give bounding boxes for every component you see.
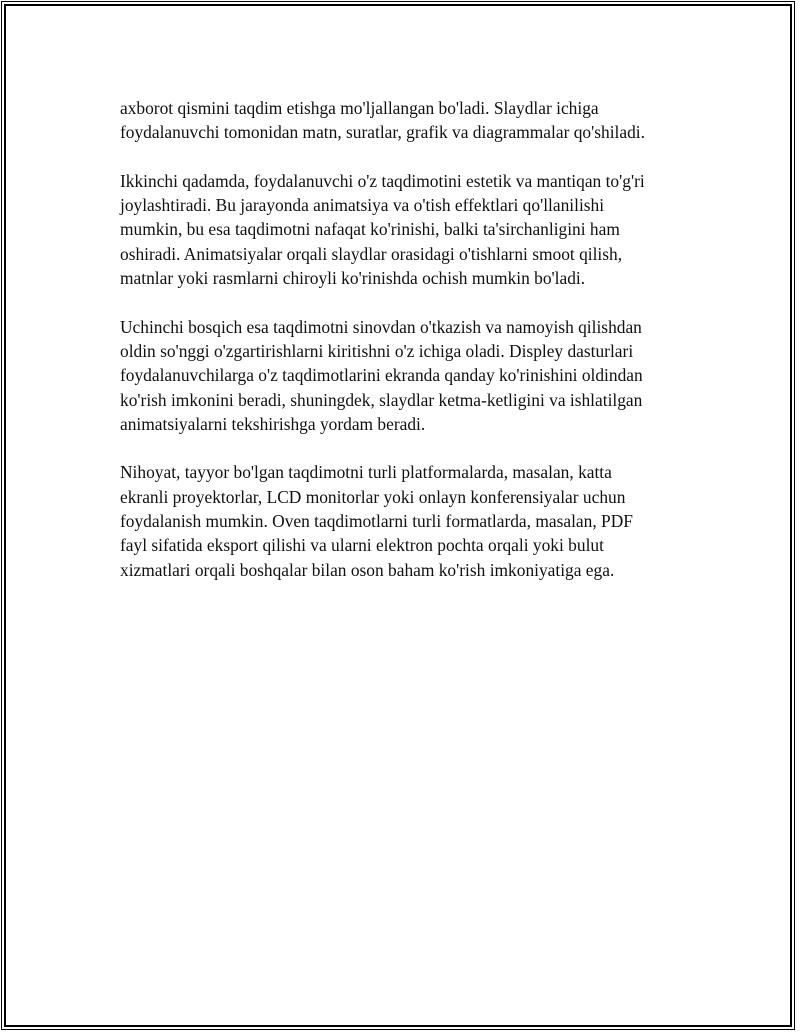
document-body <box>120 96 690 606</box>
paragraph-2: Ikkinchi qadamda, foydalanuvchi o'z taqdimotini estetik va mantiqan to'g'ri joylashtiradi. Bu jarayonda animatsiya va o'tish effektlari qo'llanilishi mumkin, bu esa taqdimotni nafaqat ko'rinishi, balki ta'sirchanligini ham oshiradi. Animatsiyalar orqali slaydlar orasidagi o'tishlarni smoot qilish, matnlar yoki rasmlarni chiroyli ko'rinishda ochish mumkin bo'ladi. <box>120 170 645 289</box>
paragraph-3: Uchinchi bosqich esa taqdimotni sinovdan o'tkazish va namoyish qilishdan oldin so'nggi o'zgartirishlarni kiritishni o'z ichiga oladi. Displey dasturlari foydalanuvchilarga o'z taqdimotlarini ekranda qanday ko'rinishini oldindan ko'rish imkonini beradi, shuningdek, slaydlar ketma-ketligini va ishlatilgan animatsiyalarni tekshirishga yordam beradi. <box>120 316 643 434</box>
document-page <box>4 4 792 1027</box>
paragraph-4: Nihoyat, tayyor bo'lgan taqdimotni turli platformalarda, masalan, katta ekranli proyektorlar, LCD monitorlar yoki onlayn konferensiyalar uchun foydalanish mumkin. Oven taqdimotlarni turli formatlarda, masalan, PDF fayl sifatida eksport qilishi va ularni elektron pochta orqali yoki bulut xizmatlari orqali boshqalar bilan oson baham ko'rish imkoniyatiga ega. <box>120 462 633 580</box>
paragraph-1: axborot qismini taqdim etishga mo'ljallangan bo'ladi. Slaydlar ichiga foydalanuvchi tomonidan matn, suratlar, grafik va diagrammalar qo'shiladi. <box>120 98 645 143</box>
